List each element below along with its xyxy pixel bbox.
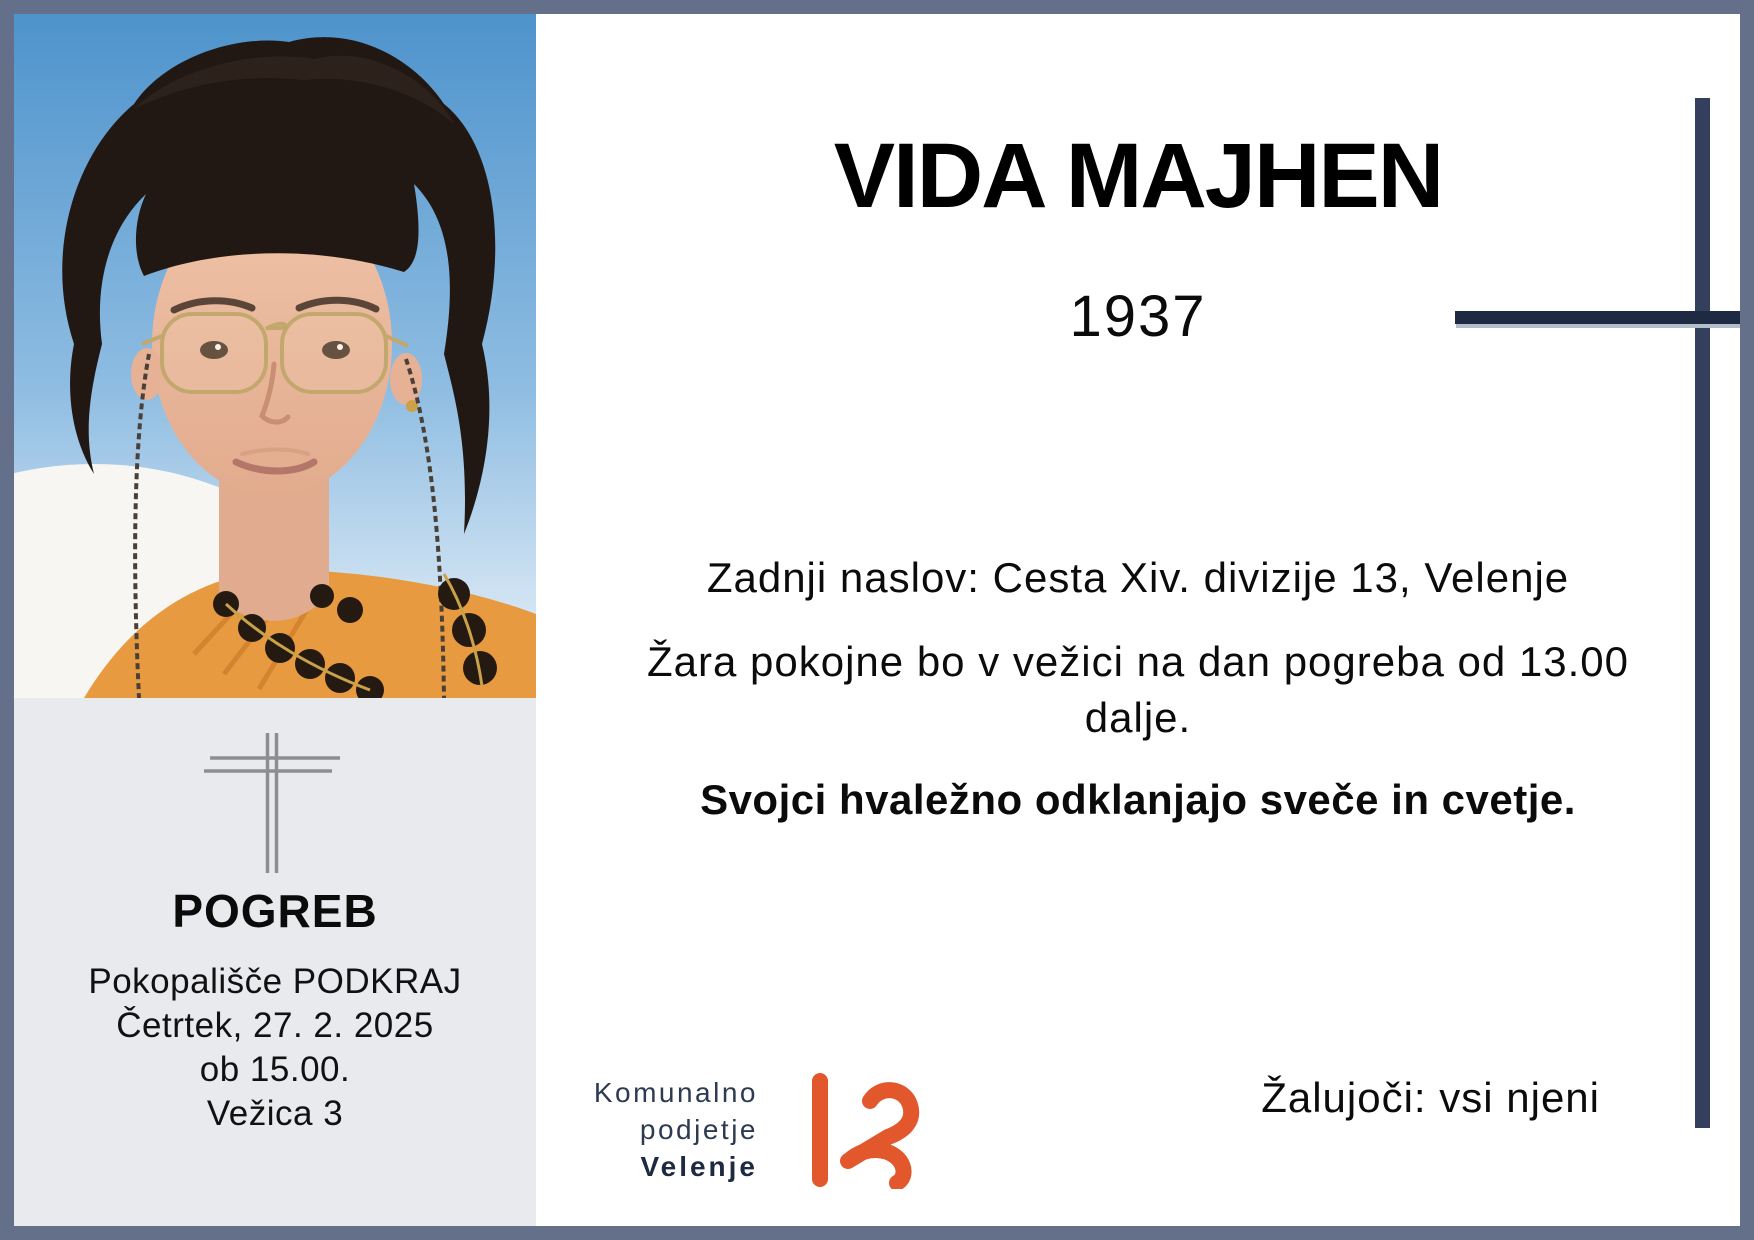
kpv-k-logo-icon xyxy=(800,1073,925,1189)
publisher-line2: podjetje xyxy=(639,1114,758,1145)
cross-icon xyxy=(196,729,346,879)
funeral-title: POGREB xyxy=(172,885,378,937)
portrait-photo xyxy=(14,14,536,698)
deceased-name: VIDA MAJHEN xyxy=(833,125,1443,227)
funeral-chapel: Vežica 3 xyxy=(206,1094,344,1133)
no-flowers-line: Svojci hvaležno odklanjajo sveče in cvetje. xyxy=(700,776,1576,823)
funeral-time: ob 15.00. xyxy=(199,1050,351,1089)
publisher-line1: Komunalno xyxy=(593,1077,758,1108)
funeral-details xyxy=(14,960,536,1136)
urn-notice-line2: dalje. xyxy=(1084,694,1192,741)
left-column xyxy=(14,14,536,1226)
funeral-cemetery: Pokopališče PODKRAJ xyxy=(88,962,462,1001)
main-column xyxy=(536,14,1740,1226)
mourners-line: Žalujoči: vsi njeni xyxy=(1261,1074,1600,1121)
decor-horizontal-line xyxy=(1455,311,1754,324)
urn-notice-line1: Žara pokojne bo v vežici na dan pogreba od 13.00 xyxy=(647,638,1629,685)
funeral-info-panel xyxy=(14,698,536,1226)
publisher-name xyxy=(536,1074,758,1185)
birth-year: 1937 xyxy=(1069,284,1207,349)
publisher-line3: Velenje xyxy=(640,1151,758,1182)
decor-vertical-line xyxy=(1695,98,1710,1128)
last-address-line: Zadnji naslov: Cesta Xiv. divizije 13, Velenje xyxy=(706,554,1570,601)
urn-notice xyxy=(536,634,1740,746)
funeral-date: Četrtek, 27. 2. 2025 xyxy=(116,1006,434,1045)
